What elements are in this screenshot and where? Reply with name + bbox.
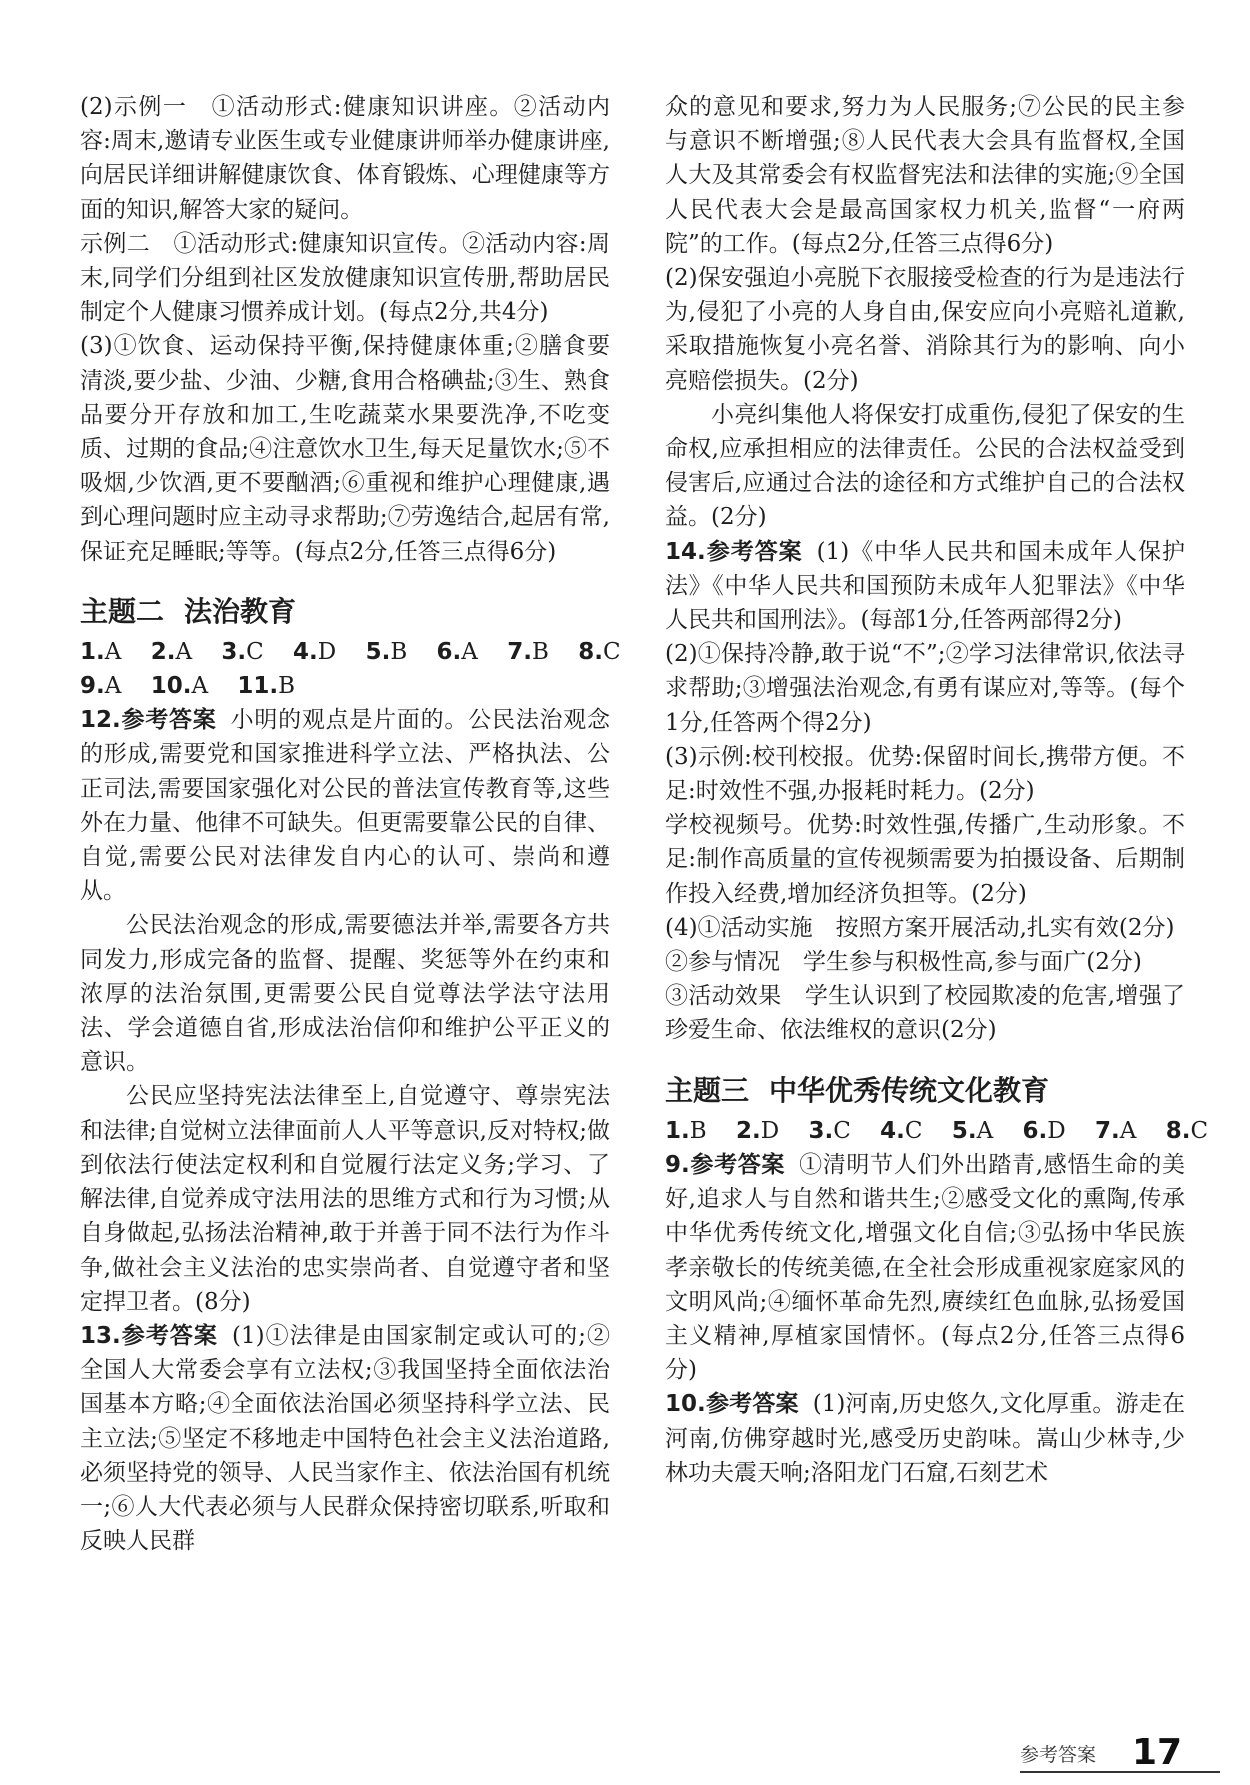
answer-paragraph: 众的意见和要求,努力为人民服务;⑦公民的民主参与意识不断增强;⑧人民代表大会具有监督权,全国人大及其常委会有权监督宪法和法律的实施;⑨全国人民代表大会是最高国家权力机关,监督“一府两院”的工作。(每点2分,任答三点得6分)	[665, 94, 1185, 257]
right-column	[665, 90, 1209, 1490]
choice-answer: 3.C	[221, 638, 264, 665]
answer-paragraph: (3)①饮食、运动保持平衡,保持健康体重;②膳食要清淡,要少盐、少油、少糖,食用合格碘盐;③生、熟食品要分开存放和加工,生吃蔬菜水果要洗净,不吃变质、过期的食品;④注意饮水卫生,每天足量饮水;⑤不吸烟,少饮酒,更不要酗酒;⑥重视和维护心理健康,遇到心理问题时应主动寻求帮助;⑦劳逸结合,起居有常,保证充足睡眠;等等。(每点2分,任答三点得6分)	[80, 333, 610, 565]
question-13-answer: 13.参考答案 (1)①法律是由国家制定或认可的;②全国人大常委会享有立法权;③我国坚持全面依法治国基本方略;④全面依法治国必须坚持科学立法、民主立法;⑤坚定不移地走中国特色社会主义法治道路,必须坚持党的领导、人民当家作主、依法治国有机统一;⑥人大代表必须与人民群众保持密切联系,听取和反映人民群	[80, 1322, 610, 1555]
question-number: 13.	[80, 1322, 121, 1349]
answer-label: 参考答案	[120, 1322, 218, 1349]
question-12-answer: 12.参考答案 小明的观点是片面的。公民法治观念的形成,需要党和国家推进科学立法、严格执法、公正司法,需要国家强化对公民的普法宣传教育等,这些外在力量、他律不可缺失。但更需要靠公民的自律、自觉,需要公民对法律发自内心的认可、崇尚和遵从。	[80, 707, 610, 905]
choice-answer: 1.A	[80, 638, 122, 665]
section-heading-theme2	[80, 593, 610, 631]
choice-answer: 6.D	[1022, 1117, 1066, 1144]
section-label: 主题三	[665, 1073, 750, 1107]
choice-answer: 5.A	[951, 1117, 994, 1144]
choice-answer: 5.B	[365, 638, 408, 665]
section-title: 中华优秀传统文化教育	[769, 1073, 1050, 1107]
answer-label: 参考答案	[705, 1391, 799, 1418]
choice-answer: 4.D	[293, 638, 337, 665]
choice-answers-row	[80, 635, 621, 669]
choice-answer: 10.A	[150, 673, 209, 700]
answer-paragraph: ③活动效果 学生认识到了校园欺凌的危害,增强了珍爱生命、依法维权的意识(2分)	[665, 983, 1185, 1044]
choice-answer: 3.C	[808, 1117, 851, 1144]
answer-paragraph: (4)①活动实施 按照方案开展活动,扎实有效(2分)	[665, 914, 1175, 941]
choice-answers-row	[665, 1114, 1209, 1148]
answer-paragraph: (2)保安强迫小亮脱下衣服接受检查的行为是违法行为,侵犯了小亮的人身自由,保安应向小亮赔礼道歉,采取措施恢复小亮名誉、消除其行为的影响、向小亮赔偿损失。(2分)	[665, 265, 1185, 394]
question-number: 9.	[665, 1151, 690, 1178]
answer-paragraph: ②参与情况 学生参与积极性高,参与面广(2分)	[665, 949, 1142, 976]
answer-paragraph: 学校视频号。优势:时效性强,传播广,生动形象。不足:制作高质量的宣传视频需要为拍摄设备、后期制作投入经费,增加经济负担等。(2分)	[665, 812, 1185, 907]
choice-answer: 9.A	[80, 673, 122, 700]
question-9-answer: 9.参考答案 ①清明节人们外出踏青,感悟生命的美好,追求人与自然和谐共生;②感受文化的熏陶,传承中华优秀传统文化,增强文化自信;③弘扬中华民族孝亲敬长的传统美德,在全社会形成重视家庭家风的文明风尚;④缅怀革命先烈,赓续红色血脉,弘扬爱国主义精神,厚植家国情怀。(每点2分,任答三点得6分)	[665, 1151, 1186, 1384]
answer-label: 参考答案	[120, 707, 217, 734]
answer-label: 参考答案	[705, 538, 803, 565]
choice-answer: 2.A	[150, 638, 193, 665]
section-title: 法治教育	[184, 594, 297, 628]
answer-paragraph: 小亮纠集他人将保安打成重伤,侵犯了保安的生命权,应承担相应的法律责任。公民的合法权益受到侵害后,应通过合法的途径和方式维护自己的合法权益。(2分)	[665, 401, 1185, 531]
footer-label: 参考答案	[1020, 1744, 1097, 1766]
question-number: 12.	[80, 707, 121, 734]
question-14-answer: 14.参考答案 (1)《中华人民共和国未成年人保护法》《中华人民共和国预防未成年人犯罪法》《中华人民共和国刑法》。(每部1分,任答两部得2分)	[665, 538, 1185, 634]
choice-answer: 7.A	[1095, 1117, 1137, 1144]
answer-label: 参考答案	[689, 1151, 786, 1178]
page-footer	[1020, 1732, 1220, 1773]
page-number: 17	[1132, 1732, 1183, 1773]
choice-answers-row	[80, 669, 610, 703]
question-number: 14.	[665, 538, 706, 565]
answer-paragraph: 公民应坚持宪法法律至上,自觉遵守、尊崇宪法和法律;自觉树立法律面前人人平等意识,反对特权;做到依法行使法定权利和自觉履行法定义务;学习、了解法律,自觉养成守法用法的思维方式和行为习惯;从自身做起,弘扬法治精神,敢于并善于同不法行为作斗争,做社会主义法治的忠实崇尚者、自觉遵守者和坚定捍卫者。(8分)	[80, 1083, 610, 1315]
choice-answer: 1.B	[665, 1117, 707, 1144]
section-heading-theme3	[665, 1072, 1185, 1110]
question-10-answer: 10.参考答案 (1)河南,历史悠久,文化厚重。游走在河南,仿佛穿越时光,感受历史韵味。嵩山少林寺,少林功夫震天响;洛阳龙门石窟,石刻艺术	[665, 1391, 1186, 1486]
choice-answer: 11.B	[237, 673, 296, 700]
choice-answer: 4.C	[880, 1117, 923, 1144]
answer-paragraph: (3)示例:校刊校报。优势:保留时间长,携带方便。不足:时效性不强,办报耗时耗力。(2分)	[665, 743, 1185, 805]
answer-paragraph: 公民法治观念的形成,需要德法并举,需要各方共同发力,形成完备的监督、提醒、奖惩等外在约束和浓厚的法治氛围,更需要公民自觉尊法学法守法用法、学会道德自省,形成法治信仰和维护公平正义的意识。	[80, 912, 610, 1076]
choice-answer: 8.C	[578, 638, 621, 665]
answer-paragraph: (2)①保持冷静,敢于说“不”;②学习法律常识,依法寻求帮助;③增强法治观念,有勇有谋应对,等等。(每个1分,任答两个得2分)	[665, 641, 1185, 736]
question-number: 10.	[665, 1391, 706, 1418]
left-column	[80, 90, 621, 1558]
choice-answer: 8.C	[1165, 1117, 1209, 1144]
answer-paragraph: (2)示例一 ①活动形式:健康知识讲座。②活动内容:周末,邀请专业医生或专业健康讲师举办健康讲座,向居民详细讲解健康饮食、体育锻炼、心理健康等方面的知识,解答大家的疑问。	[80, 94, 610, 223]
choice-answer: 2.D	[735, 1117, 780, 1144]
choice-answer: 7.B	[507, 638, 549, 665]
choice-answer: 6.A	[436, 638, 478, 665]
answer-paragraph: 示例二 ①活动形式:健康知识宣传。②活动内容:周末,同学们分组到社区发放健康知识宣传册,帮助居民制定个人健康习惯养成计划。(每点2分,共4分)	[80, 230, 610, 326]
section-label: 主题二	[80, 594, 165, 628]
